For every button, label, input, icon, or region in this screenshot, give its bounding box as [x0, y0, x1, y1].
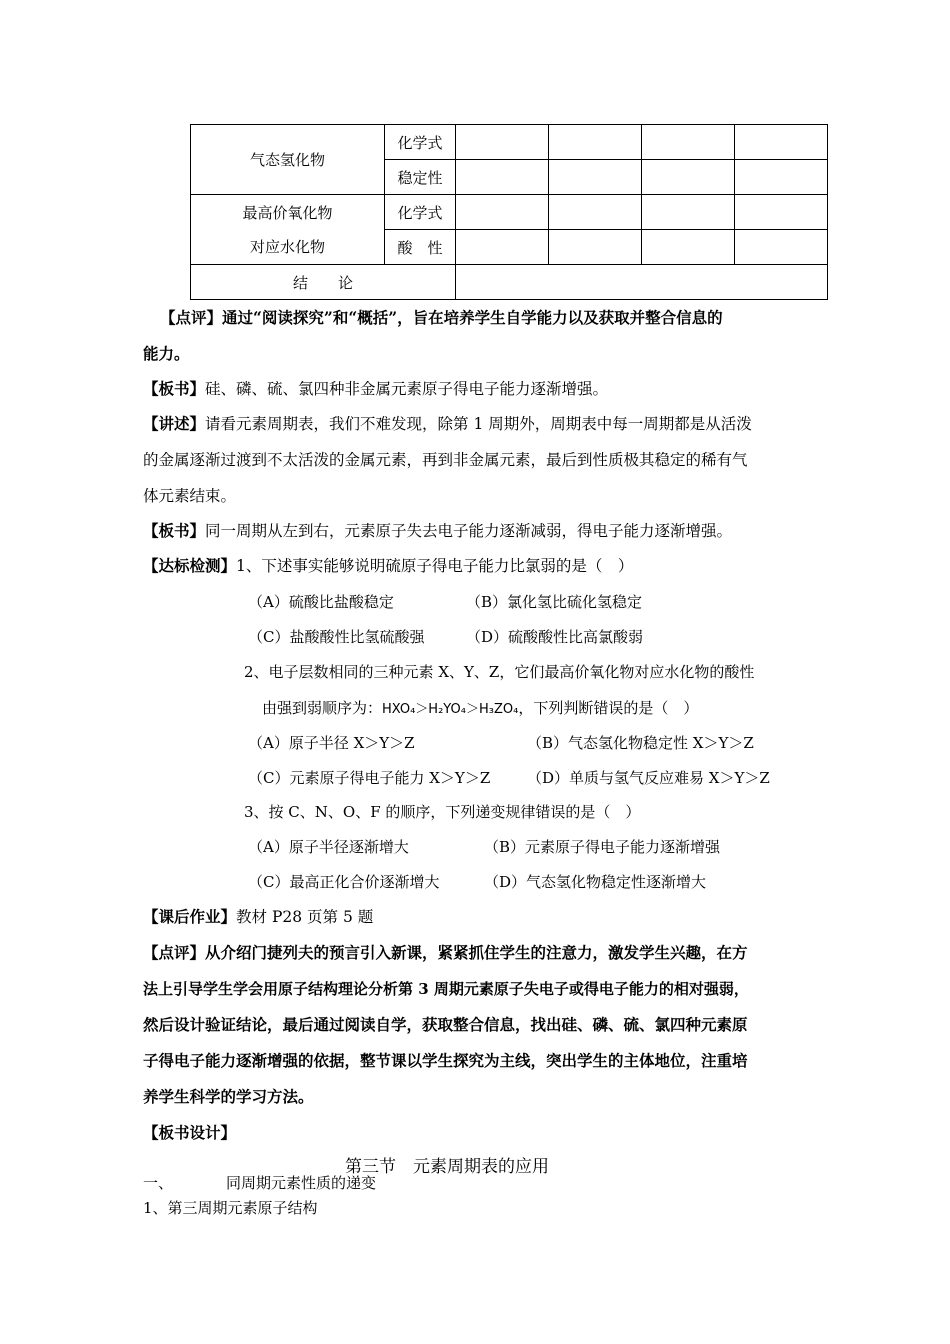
table-cell	[549, 160, 642, 195]
comment-text: 通过“阅读探究”和“概括”，旨在培养学生自学能力以及获取并整合信息的	[222, 308, 723, 327]
property-table	[190, 124, 828, 300]
table-cell	[642, 230, 735, 265]
homework	[143, 907, 373, 927]
homework-text: 教材 P28 页第 5 题	[236, 908, 374, 926]
test-question-3: 3、按 C、N、O、F 的顺序，下列递变规律错误的是（ ）	[244, 803, 641, 821]
comment-2-line-3: 然后设计验证结论，最后通过阅读自学，获取整合信息，找出硅、磷、硫、氯四种元素原	[143, 1015, 748, 1034]
section-title: 第三节 元素周期表的应用	[345, 1157, 549, 1177]
cell-formula-label: 化学式	[385, 195, 456, 230]
test-question-1	[143, 556, 633, 576]
table-cell	[735, 230, 828, 265]
cell-formula-label: 化学式	[385, 125, 456, 160]
conclusion-cell	[456, 265, 828, 300]
comment-2-line-1	[143, 943, 748, 963]
board-note-2	[143, 521, 732, 541]
lecture-line-1	[143, 414, 752, 434]
table-cell	[735, 195, 828, 230]
table-cell	[549, 195, 642, 230]
comment-2-line-5: 养学生科学的学习方法。	[143, 1087, 314, 1106]
comment-1-line-1	[160, 308, 723, 328]
acid-formula: HXO₄＞H₂YO₄＞H₃ZO₄	[382, 702, 519, 717]
row-conclusion-label: 结 论	[191, 265, 456, 300]
cell-stability-label: 稳定性	[385, 160, 456, 195]
comment-text: 从介绍门捷列夫的预言引入新课，紧紧抓住学生的注意力，激发学生兴趣，在方	[205, 943, 748, 962]
row-oxide-label-2: 对应水化物	[191, 230, 385, 265]
test-tag: 【达标检测】	[143, 556, 237, 575]
comment-1-line-2: 能力。	[143, 344, 190, 363]
table-cell	[456, 160, 549, 195]
table-cell	[456, 230, 549, 265]
comment-2-line-4: 子得电子能力逐渐增强的依据，整节课以学生探究为主线，突出学生的主体地位，注重培	[143, 1051, 748, 1070]
test-question-2-line-2	[262, 698, 698, 720]
cell-acidity-label: 酸 性	[385, 230, 456, 265]
homework-tag: 【课后作业】	[143, 907, 237, 926]
option-2b: （B）气态氢化物稳定性 X＞Y＞Z	[527, 734, 754, 752]
row-oxide-label-1: 最高价氧化物	[191, 195, 385, 230]
option-1b: （B）氯化氢比硫化氢稳定	[466, 593, 643, 611]
option-1d: （D）硫酸酸性比高氯酸弱	[466, 628, 644, 646]
board-tag: 【板书】	[143, 379, 206, 398]
option-3c: （C）最高正化合价逐渐增大	[248, 873, 440, 891]
option-3b: （B）元素原子得电子能力逐渐增强	[484, 838, 721, 856]
outline-item-1-text: 同周期元素性质的递变	[226, 1174, 377, 1192]
board-text: 硅、磷、硫、氯四种非金属元素原子得电子能力逐渐增强。	[205, 380, 609, 398]
board-note-1	[143, 379, 608, 399]
question-text: ，下列判断错误的是（ ）	[518, 699, 699, 717]
table-cell	[642, 125, 735, 160]
table-cell	[735, 160, 828, 195]
option-2c: （C）元素原子得电子能力 X＞Y＞Z	[248, 769, 491, 787]
option-1c: （C）盐酸酸性比氢硫酸强	[248, 628, 425, 646]
board-text: 同一周期从左到右，元素原子失去电子能力逐渐减弱，得电子能力逐渐增强。	[205, 522, 733, 540]
question-text: 由强到弱顺序为：	[262, 699, 383, 717]
outline-item-1-num: 一、	[143, 1174, 174, 1192]
test-question-2: 2、电子层数相同的三种元素 X、Y、Z，它们最高价氧化物对应水化物的酸性	[244, 663, 755, 681]
table-cell	[735, 125, 828, 160]
lecture-line-3: 体元素结束。	[143, 487, 237, 505]
outline-item-2: 1、第三周期元素原子结构	[143, 1199, 318, 1217]
option-2a: （A）原子半径 X＞Y＞Z	[248, 734, 415, 752]
row-gaseous-hydride-label: 气态氢化物	[191, 125, 385, 195]
board-design-tag: 【板书设计】	[143, 1123, 237, 1142]
table-cell	[456, 125, 549, 160]
table-cell	[642, 195, 735, 230]
option-2d: （D）单质与氢气反应难易 X＞Y＞Z	[527, 769, 770, 787]
comment-tag: 【点评】	[143, 943, 206, 962]
table-cell	[456, 195, 549, 230]
comment-tag: 【点评】	[160, 308, 223, 327]
question-text: 1、下述事实能够说明硫原子得电子能力比氯弱的是（ ）	[236, 557, 634, 575]
table-cell	[549, 125, 642, 160]
option-3a: （A）原子半径逐渐增大	[248, 838, 409, 856]
board-tag: 【板书】	[143, 521, 206, 540]
option-3d: （D）气态氢化物稳定性逐渐增大	[484, 873, 707, 891]
option-1a: （A）硫酸比盐酸稳定	[248, 593, 394, 611]
comment-2-line-2: 法上引导学生学会用原子结构理论分析第 3 周期元素原子失电子或得电子能力的相对强弱，	[143, 980, 749, 998]
lecture-tag: 【讲述】	[143, 414, 206, 433]
table-cell	[549, 230, 642, 265]
lecture-line-2: 的金属逐渐过渡到不太活泼的金属元素，再到非金属元素，最后到性质极其稳定的稀有气	[143, 451, 748, 469]
table-cell	[642, 160, 735, 195]
lecture-text: 请看元素周期表，我们不难发现，除第 1 周期外，周期表中每一周期都是从活泼	[205, 415, 752, 433]
